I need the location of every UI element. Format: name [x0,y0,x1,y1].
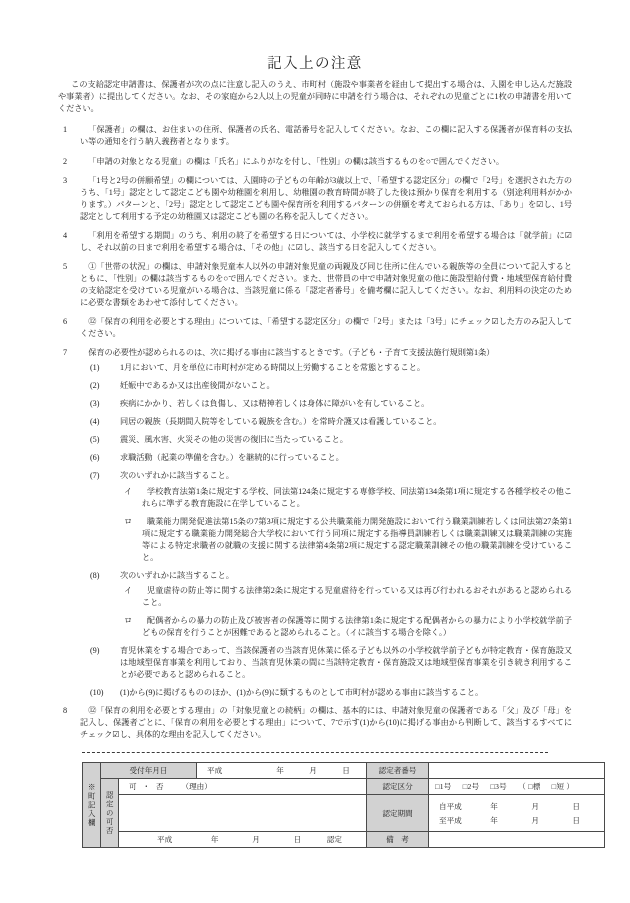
lead-paragraph: この支給認定申請書は、保護者が次の点に注意し記入のうえ、市町村（施設や事業者を経由して提出する場合は、入園を申し込んだ施設や事業者）に提出してください。なお、その家庭から2人以上の児童が同時に申請を行う場合は、それぞれの児童ごとに1枚の申請書を用いてください。 [58,80,572,114]
reason8-sub-ro [58,615,572,639]
reason-text: 妊娠中であるか又は出産後間がないこと。 [120,381,275,391]
period-field[interactable] [429,795,605,832]
reception-date-field[interactable] [197,763,367,779]
reason-text: 疾病にかかり、若しくは負傷し、又は精神若しくは身体に障がいを有していること。 [120,399,430,409]
reason-text: 震災、風水害、火災その他の災害の復旧に当たっていること。 [120,435,348,445]
sub-text: 配偶者からの暴力の防止及び被害者の保護等に関する法律第1条に規定する配偶者からの暴力により小学校就学前子どもの保育を行うことが困難であると認められること。（イに該当する場合を除く。） [142,615,572,637]
table-row-blank-reason [83,795,605,832]
reason7-sub-ro [58,516,572,564]
unit-day: 日 [342,766,350,776]
table-row-reception [83,763,605,779]
item-number: 2 [63,156,68,166]
reason-item-5 [58,434,572,446]
instruction-item-4 [58,230,572,254]
category-options-field[interactable] [429,779,605,795]
item-text: 保育の必要性が認められるのは、次に掲げる事由に該当するときです。（子ども・子育て支援法施行規則第1条） [88,348,495,358]
reason-text: (1)から(9)に掲げるもののほか、(1)から(9)に類するものとして市町村が認める事由に該当すること。 [120,688,484,698]
reason7-sub-i [58,486,572,510]
reason-item-9 [58,645,572,681]
unit-month: 月 [252,835,260,845]
reason-number: (5) [90,435,100,445]
period-from-era: 自平成 [439,801,462,811]
item-text: 「利用を希望する期間」のうち、利用の終了を希望する日については、小学校に就学するまで利用を希望する場合は「就学前」に☑し、それ以前の日まで利用を希望する場合は、「その他」に☑し、該当する日を記入してください。 [80,230,572,252]
reason-number: (10) [90,688,104,698]
instruction-item-7 [58,347,572,359]
sub-marker: イ [124,585,133,595]
remarks-label: 備 考 [367,832,429,848]
item-number: 1 [63,125,68,135]
reason-number: (6) [90,453,100,463]
category-option-1[interactable]: □1号 [435,782,452,792]
instruction-item-2 [58,156,572,168]
admin-column-label-approval: 認定の可否 [101,779,119,848]
cut-line-divider [82,752,548,753]
reception-date-label: 受付年月日 [101,763,197,779]
reason-item-7 [58,470,572,482]
item-number: 8 [63,706,68,716]
reason-number: (2) [90,381,100,391]
reason-number: (3) [90,399,100,409]
sub-marker: ロ [124,615,133,625]
reason-number: (7) [90,471,100,481]
reason-item-10 [58,687,572,699]
unit-year: 年 [490,815,498,825]
item-number: 5 [63,261,68,271]
reason-number: (1) [90,363,100,373]
kahi-label: 可 ・ 否 [129,782,166,792]
item-number: 6 [63,317,68,327]
sub-text: 児童虐待の防止等に関する法律第2条に規定する児童虐待を行っている又は再び行われるおそれがあると認められること。 [142,585,572,607]
table-row-approval-date [83,832,605,848]
item-text: ⑫「保育の利用を必要とする理由」については、「希望する認定区分」の欄で「2号」または「3号」にチェック☑した方のみ記入してください。 [80,317,572,339]
category-option-short[interactable]: □短 ） [551,782,575,792]
reason-number: (4) [90,417,100,427]
reason-item-8 [58,570,572,582]
admin-use-table [82,762,605,848]
item-text: ①「世帯の状況」の欄は、申請対象児童本人以外の申請対象児童の両親及び同じ住所に住んでいる親族等の全員について記入するとともに、「性別」の欄は該当するものを○で囲んでください。また、世帯員の中で申請対象児童の他に施設型給付費・地域型保育給付費の支給認定を受けている児童がいる場合は、当該児童に係る「認定者番号」を備考欄に記入してください。なお、利用料の決定のために必要な書類をあわせて添付してください。 [80,261,572,307]
reason-item-4 [58,416,572,428]
period-label: 認定期間 [367,795,429,832]
item-text: 「保護者」の欄は、お住まいの住所、保護者の氏名、電話番号を記入してください。なお、この欄に記入する保護者が保育料の支払い等の通知を行う納入義務者となります。 [80,125,572,147]
certifier-number-label: 認定者番号 [367,763,429,779]
item-number: 7 [63,348,68,358]
table-row-approval [83,779,605,795]
unit-day: 日 [572,815,580,825]
instruction-item-8 [58,705,572,741]
certifier-number-field[interactable] [429,763,605,779]
item-text: 「1号と2号の併願希望」の欄については、入園時の子どもの年齢が3歳以上で、「希望する認定区分」の欄で「2号」を選択された方のうち、「1号」認定として認定こども園や幼稚園を利用し、幼稚園の教育時間が終了した後は預かり保育を利用する（別途利用料がかかります。）パターンと、「2号」認定として認定こども園や保育所を利用するパターンの併願を考えておられる方は、「あり」を☑し、1号認定として利用する予定の幼稚園又は認定こども園の名称を記入してください。 [80,175,572,221]
unit-year: 年 [276,766,284,776]
approval-date-field[interactable] [119,832,367,848]
reception-era: 平成 [207,766,223,776]
reason-text: 育児休業をする場合であって、当該保護者の当該育児休業に係る子ども以外の小学校就学前子どもが特定教育・保育施設又は地域型保育事業を利用しており、当該育児休業の間に当該特定教育・保育施設又は地域型保育事業を引き続き利用することが必要であると認められること。 [120,646,572,680]
admin-table-container [58,762,580,848]
item-text: 「申請の対象となる児童」の欄は「氏名」にふりがなを付し、「性別」の欄は該当するものを○で囲んでください。 [88,156,504,166]
unit-month: 月 [531,801,539,811]
category-option-standard[interactable]: （ □標 [518,782,541,792]
page-title: 記入上の注意 [267,56,363,72]
item-number: 4 [63,230,68,240]
reason-item-3 [58,398,572,410]
reason8-sub-i [58,585,572,609]
reason-text: 求職活動（起業の準備を含む。）を継続的に行っていること。 [120,453,344,463]
reason-text: 同居の親族（長期間入院等をしている親族を含む。）を常時介護又は看護していること。 [120,417,442,427]
reason-number: (9) [90,646,100,656]
category-option-2[interactable]: □2号 [462,782,480,792]
approval-kahi-field[interactable] [119,779,367,795]
instruction-item-1 [58,124,572,148]
unit-day: 日 [293,835,302,845]
unit-day: 日 [572,801,580,811]
sub-marker: ロ [124,516,133,526]
instruction-item-6 [58,316,572,340]
period-to-era: 至平成 [439,815,462,825]
instruction-item-5 [58,261,572,309]
reason-text: 次のいずれかに該当すること。 [120,570,234,580]
approval-suffix: 認定 [326,835,342,845]
sub-text: 学校教育法第1条に規定する学校、同法第124条に規定する専修学校、同法第134条第1項に規定する各種学校その他これらに準ずる教育施設に在学していること。 [142,486,572,508]
reason-text: 次のいずれかに該当すること。 [120,471,234,481]
kahi-reason-label: （理由） [181,782,212,792]
reason-text: 1月において、月を単位に市町村が定める時間以上労働することを常態とすること。 [120,363,425,373]
item-text: ⑫「保育の利用を必要とする理由」の「対象児童との続柄」の欄は、基本的には、申請対象児童の保護者である「父」及び「母」を記入し、保護者ごとに、「保育の利用を必要とする理由」について、7で示す(1)から(10)に掲げる事由から判断して、該当するすべてにチェック☑し、具体的な理由を記入してください。 [80,706,572,740]
reason-item-1 [58,362,572,374]
instruction-item-3 [58,175,572,223]
reason-number: (8) [90,570,100,580]
sub-marker: イ [124,486,133,496]
reason-item-2 [58,380,572,392]
unit-year: 年 [210,835,219,845]
sub-text: 職業能力開発促進法第15条の7第3項に規定する公共職業能力開発施設において行う職業訓練若しくは同法第27条第1項に規定する職業能力開発総合大学校において行う同項に規定する指導員訓練若しくは職業訓練又は職業訓練の実施等による特定求職者の就職の支援に関する法律第4条第2項に規定する認定職業訓練その他の職業訓練を受けていること。 [142,516,572,562]
approval-reason-blank[interactable] [119,795,367,832]
unit-month: 月 [531,815,539,825]
item-number: 3 [63,175,68,185]
category-label: 認定区分 [367,779,429,795]
unit-year: 年 [490,801,498,811]
reason-item-6 [58,452,572,464]
approval-era: 平成 [157,835,173,845]
admin-column-label-town: ※町記入欄 [83,763,101,848]
unit-month: 月 [309,766,317,776]
category-option-3[interactable]: □3号 [490,782,507,792]
remarks-field[interactable] [429,832,605,848]
